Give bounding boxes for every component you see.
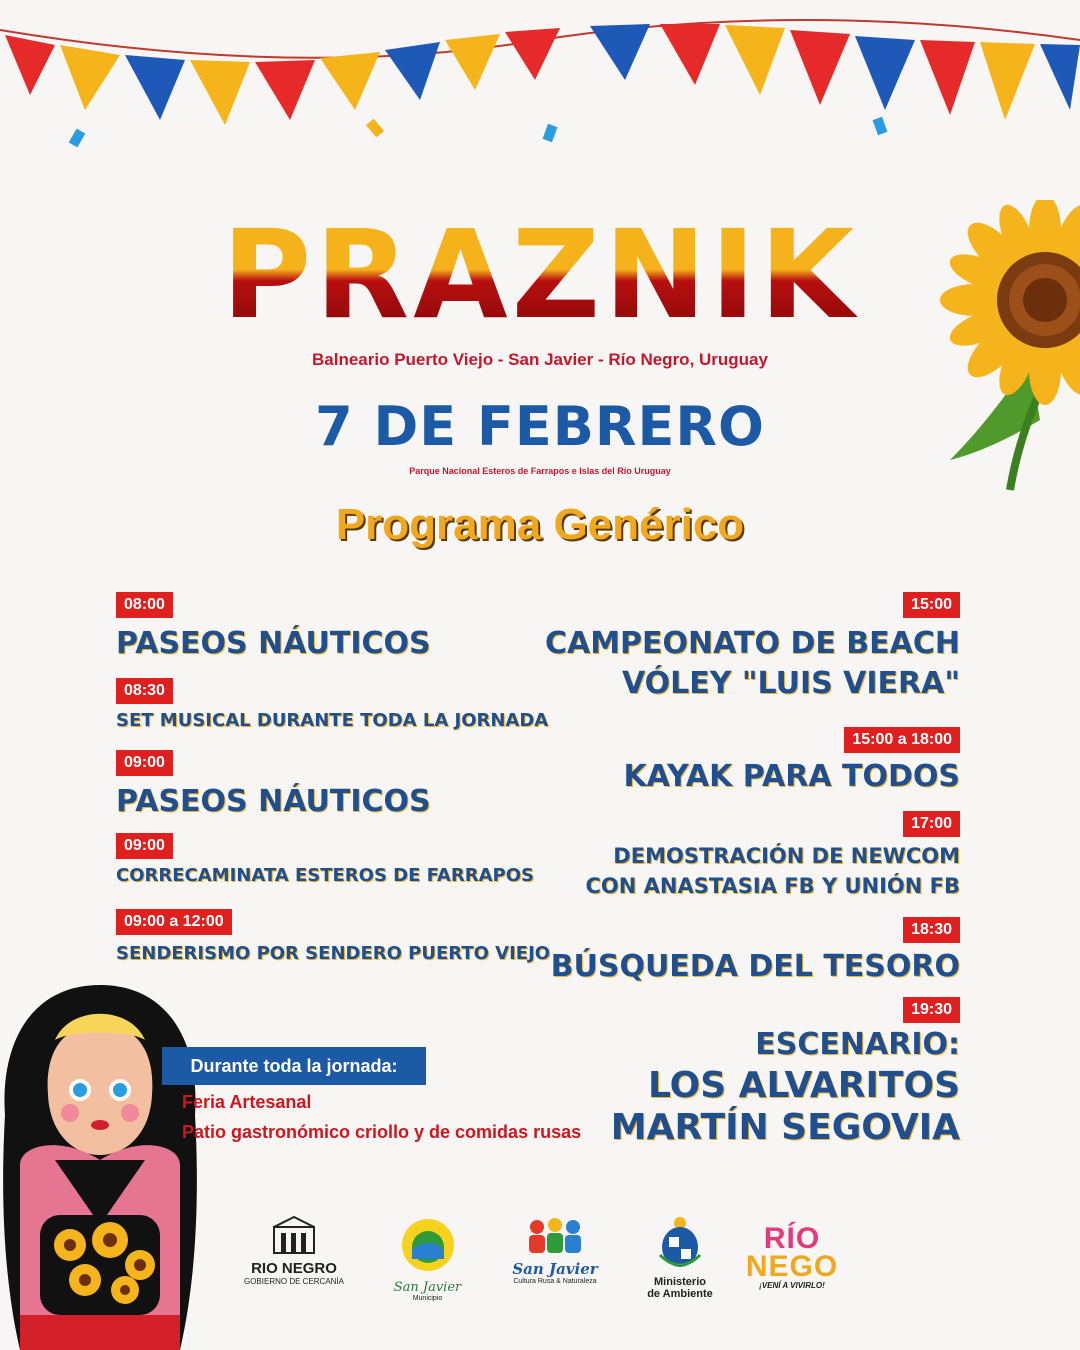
all-day-item: Feria Artesanal [182, 1092, 312, 1112]
activity-label: ESCENARIO: [755, 1027, 960, 1062]
time-badge: 15:00 a 18:00 [844, 727, 960, 753]
event-location: Balneario Puerto Viejo - San Javier - Río Negro, Uruguay [312, 350, 768, 369]
event-date: 7 DE FEBRERO [315, 395, 765, 458]
activity-label: KAYAK PARA TODOS [623, 759, 960, 794]
rio-negro-logo [240, 1215, 348, 1315]
activity-label: PASEOS NÁUTICOS [116, 784, 431, 819]
time-badge: 15:00 [903, 592, 960, 618]
schedule-item [545, 592, 960, 704]
activity-label: CORRECAMINATA ESTEROS DE FARRAPOS [116, 865, 534, 886]
activity-label: CAMPEONATO DE BEACH [544, 626, 960, 661]
logo-line: Ministerio [654, 1276, 706, 1288]
people-icon [523, 1215, 587, 1255]
logo-name: RIO NEGRO [251, 1260, 337, 1277]
coat-of-arms-icon [655, 1215, 705, 1271]
schedule-item [585, 811, 960, 901]
event-title: PRAZNIK [0, 205, 1080, 345]
schedule-item [116, 833, 534, 889]
rio-nego-logo [742, 1222, 842, 1325]
san-javier-municipio-logo [380, 1215, 475, 1315]
logo-line: NEGO [745, 1250, 839, 1283]
sun-icon [398, 1215, 458, 1275]
activity-label: CON ANASTASIA FB Y UNIÓN FB [585, 874, 960, 898]
logo-line: de Ambiente [647, 1288, 713, 1300]
time-badge: 09:00 [116, 833, 173, 859]
all-day-item: Patio gastronómico criollo y de comidas rusas [182, 1122, 582, 1142]
activity-label: SENDERISMO POR SENDERO PUERTO VIEJO [116, 943, 551, 964]
time-badge: 09:00 a 12:00 [116, 909, 232, 935]
schedule-item [623, 727, 960, 797]
schedule-item [116, 909, 550, 967]
san-javier-cultura-logo [505, 1215, 605, 1315]
logo-line: RÍO [763, 1222, 821, 1255]
schedule-item [116, 750, 431, 822]
time-badge: 18:30 [903, 917, 960, 943]
time-badge: 08:30 [116, 678, 173, 704]
logo-name: San Javier [393, 1280, 462, 1295]
logo-tagline: Cultura Rusa & Naturaleza [513, 1278, 597, 1285]
time-badge: 09:00 [116, 750, 173, 776]
all-day-heading: Durante toda la jornada: [162, 1047, 426, 1085]
activity-label: VÓLEY "LUIS VIERA" [621, 666, 960, 701]
ministerio-ambiente-logo [635, 1215, 725, 1315]
time-badge: 19:30 [903, 997, 960, 1023]
program-heading: Programa Genérico [335, 500, 745, 549]
building-icon [269, 1215, 319, 1255]
activity-label: PASEOS NÁUTICOS [116, 626, 431, 661]
activity-label: DEMOSTRACIÓN DE NEWCOM [613, 844, 960, 868]
bunting-flags-icon [0, 0, 1080, 160]
matryoshka-doll-icon [0, 985, 200, 1350]
activity-label: BÚSQUEDA DEL TESORO [550, 949, 960, 984]
logo-tagline: ¡VENÍ A VIVIRLO! [759, 1281, 825, 1290]
activity-label: LOS ALVARITOS [647, 1065, 960, 1106]
schedule-item [551, 917, 960, 987]
schedule-item [116, 592, 431, 664]
schedule-item [611, 997, 960, 1149]
activity-label: SET MUSICAL DURANTE TODA LA JORNADA [116, 710, 549, 731]
logo-name: San Javier [512, 1260, 598, 1278]
activity-label: MARTÍN SEGOVIA [610, 1107, 960, 1148]
time-badge: 08:00 [116, 592, 173, 618]
logo-tagline: Municipio [412, 1295, 443, 1302]
schedule-item [116, 678, 548, 734]
time-badge: 17:00 [903, 811, 960, 837]
park-name: Parque Nacional Esteros de Farrapos e Islas del Río Uruguay [409, 466, 671, 476]
logo-tagline: GOBIERNO DE CERCANÍA [243, 1277, 344, 1286]
